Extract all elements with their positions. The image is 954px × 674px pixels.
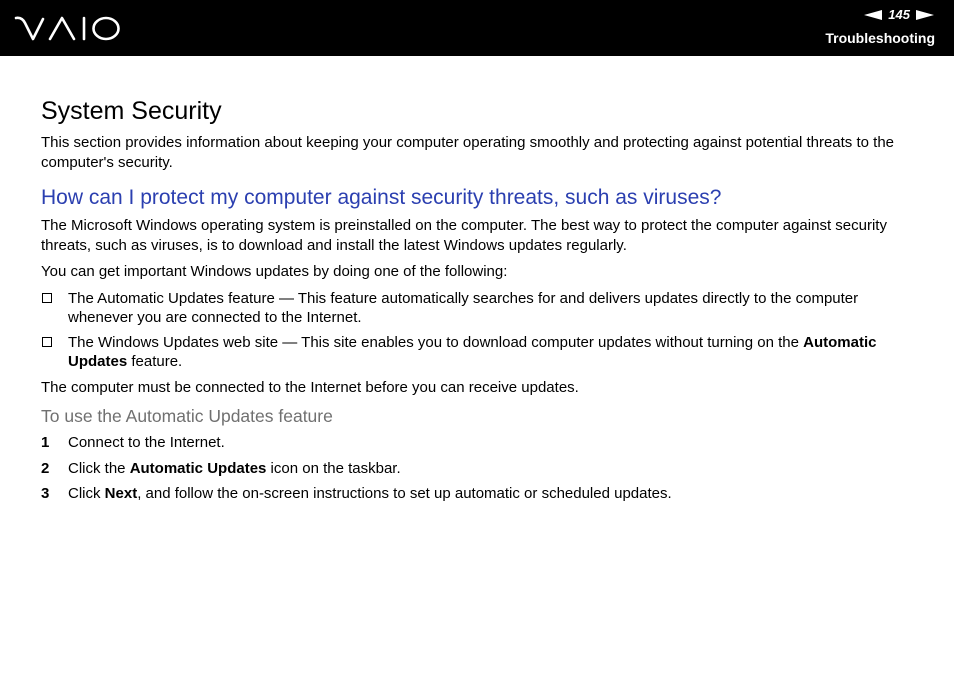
step-bold-text: Automatic Updates [129,459,267,477]
bullet-text-end: feature. [127,353,183,370]
next-page-arrow-icon[interactable] [916,10,934,20]
update-options-list [41,289,921,372]
step-item [41,433,921,453]
bullet-text: The Automatic Updates feature — This feature automatically searches for and delivers updates directly to the computer whenever you are connected to the Internet. [68,289,859,326]
step-text: Connect to the Internet. [68,434,225,451]
page-title: System Security [41,97,222,125]
list-item [41,289,921,328]
step-bold-text: Next [104,485,138,502]
checkbox-bullet-icon [42,293,52,303]
step-number: 1 [41,434,50,451]
section-name: Troubleshooting [825,30,935,46]
bullet-bold-text: Automatic Updates [68,333,877,370]
step-text: Click the [68,459,130,477]
windows-paragraph: The Microsoft Windows operating system is preinstalled on the computer. The best way to protect the computer against security threats, such as viruses, is to download and install the latest Windows updates regularly. [41,217,887,254]
page-content [41,96,921,510]
page-number: 145 [888,7,910,22]
list-item [41,333,921,372]
page-header [0,0,954,56]
bullet-text: The Windows Updates web site — This site enables you to download computer updates without turning on the [68,333,804,351]
step-item [41,459,921,479]
step-text: Click [68,485,105,502]
vaio-logo-icon [14,13,122,43]
page-navigator [864,7,934,22]
step-text-end: , and follow the on-screen instructions to set up automatic or scheduled updates. [137,485,672,502]
question-heading: How can I protect my computer against security threats, such as viruses? [41,186,722,209]
step-number: 2 [41,459,50,477]
checkbox-bullet-icon [42,337,52,347]
steps-list [41,433,921,504]
connection-note: The computer must be connected to the Internet before you can receive updates. [41,378,579,396]
step-text-end: icon on the taskbar. [266,459,401,477]
intro-paragraph: This section provides information about keeping your computer operating smoothly and protecting against potential threats to the computer's security. [41,134,895,171]
step-number: 3 [41,485,50,502]
updates-intro-paragraph: You can get important Windows updates by doing one of the following: [41,263,508,280]
previous-page-arrow-icon[interactable] [864,10,882,20]
step-item [41,484,921,504]
procedure-heading: To use the Automatic Updates feature [41,406,333,426]
